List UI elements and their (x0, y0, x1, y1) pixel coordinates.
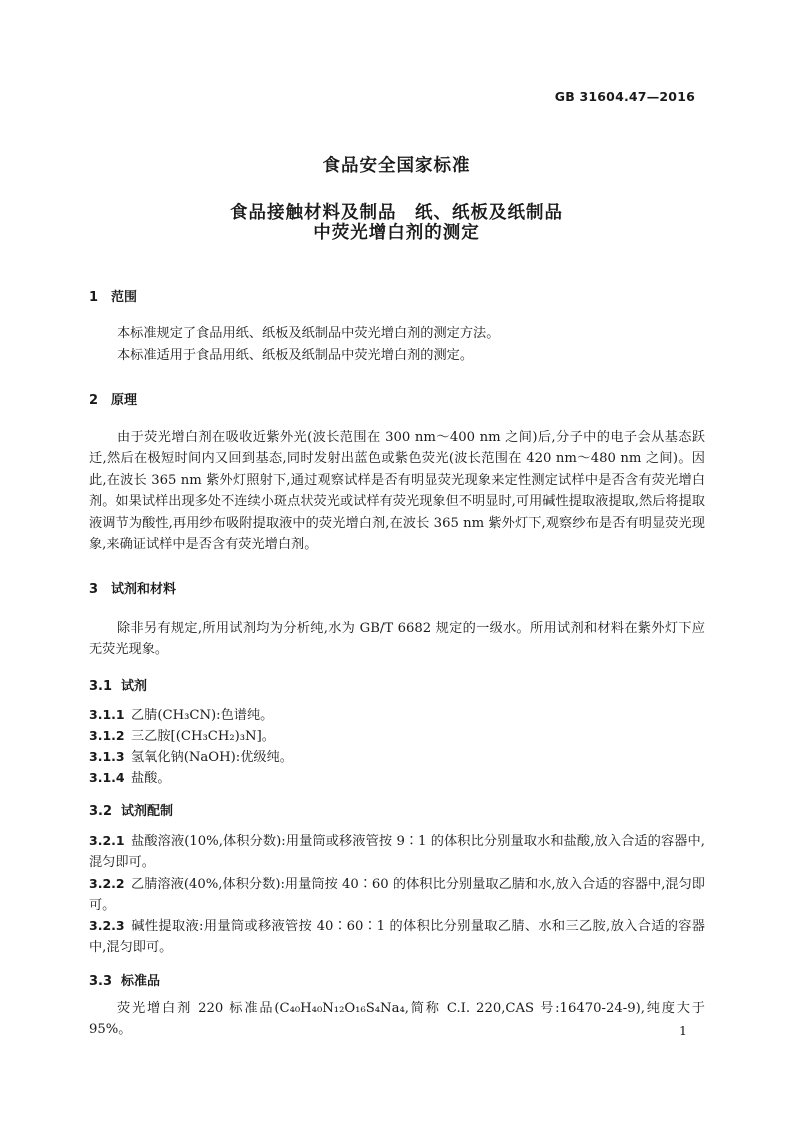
section-1-heading (89, 286, 137, 305)
page-number: 1 (679, 1023, 687, 1038)
standard-code: GB 31604.47—2016 (554, 89, 695, 104)
item-number: 3.1.3 (89, 749, 125, 764)
item-number: 3.2.3 (89, 918, 125, 933)
item-text: 乙腈溶液(40%,体积分数):用量筒按 40∶60 的体积比分别量取乙腈和水,放入合适的容器中,混匀即可。 (89, 877, 705, 914)
item-number: 3.2.2 (89, 876, 125, 891)
list-item (89, 915, 705, 959)
list-item (89, 873, 705, 917)
subsection-3-3-heading (89, 970, 160, 989)
subtitle-line-2: 中荧光增白剂的测定 (313, 223, 480, 243)
item-number: 3.1.1 (89, 707, 125, 722)
item-text: 氢氧化钠(NaOH):优级纯。 (131, 750, 293, 765)
subsection-3-1-heading (89, 675, 147, 694)
section-title: 标准品 (121, 974, 161, 989)
paragraph: 本标准规定了食品用纸、纸板及纸制品中荧光增白剂的测定方法。 (117, 326, 500, 341)
section-title: 试剂和材料 (111, 582, 177, 597)
main-title: 食品安全国家标准 (322, 156, 471, 176)
list-item (89, 830, 705, 874)
paragraph: 除非另有规定,所用试剂均为分析纯,水为 GB/T 6682 规定的一级水。所用试剂和材料在紫外灯下应无荧光现象。 (89, 621, 705, 658)
item-text: 三乙胺[(CH₃CH₂)₃N]。 (131, 729, 275, 744)
list-item (89, 746, 705, 768)
section-number: 3.2 (89, 804, 113, 819)
section-number: 3.1 (89, 679, 113, 694)
item-text: 碱性提取液:用量筒或移液管按 40∶60∶1 的体积比分别量取乙腈、水和三乙胺,放入合适的容器中,混匀即可。 (89, 919, 705, 956)
item-number: 3.1.2 (89, 728, 125, 743)
section-title: 试剂 (121, 679, 148, 694)
section-number: 2 (89, 393, 99, 408)
item-text: 盐酸。 (131, 771, 171, 786)
item-number: 3.2.1 (89, 833, 125, 848)
paragraph: 由于荧光增白剂在吸收近紫外光(波长范围在 300 nm～400 nm 之间)后,分子中的电子会从基态跃迁,然后在极短时间内又回到基态,同时发射出蓝色或紫色荧光(波长范围在 420 nm～480 nm 之间)。因此,在波长 365 nm 紫外灯照射下,通过观察试样是否有明显荧光现象来定性测定试样中是否含有荧光增白剂。如果试样出现多处不连续小斑点状荧光或试样有荧光现象但不明显时,可用碱性提取液提取,然后将提取液调节为酸性,再用纱布吸附提取液中的荧光增白剂,在波长 365 nm 紫外灯下,观察纱布是否有明显荧光现象,来确证试样中是否含有荧光增白剂。 (89, 430, 705, 553)
section-title: 原理 (111, 393, 138, 408)
list-item (89, 704, 705, 726)
section-number: 1 (89, 290, 99, 305)
section-3-heading (89, 578, 176, 597)
section-number: 3 (89, 582, 99, 597)
list-item (89, 725, 705, 747)
section-number: 3.3 (89, 974, 113, 989)
item-number: 3.1.4 (89, 770, 125, 785)
item-text: 盐酸溶液(10%,体积分数):用量筒或移液管按 9∶1 的体积比分别量取水和盐酸,放入合适的容器中,混匀即可。 (89, 834, 705, 871)
section-title: 范围 (111, 290, 138, 305)
section-title: 试剂配制 (121, 804, 174, 819)
item-text: 乙腈(CH₃CN):色谱纯。 (131, 708, 274, 723)
paragraph: 荧光增白剂 220 标准品(C₄₀H₄₀N₁₂O₁₆S₄Na₄,简称 C.I. 220,CAS 号:16470-24-9),纯度大于 95%。 (89, 1001, 705, 1038)
subtitle-line-1: 食品接触材料及制品 纸、纸板及纸制品 (230, 203, 563, 223)
paragraph: 本标准适用于食品用纸、纸板及纸制品中荧光增白剂的测定。 (117, 348, 474, 363)
section-2-heading (89, 389, 137, 408)
list-item (89, 767, 705, 789)
subsection-3-2-heading (89, 800, 173, 819)
